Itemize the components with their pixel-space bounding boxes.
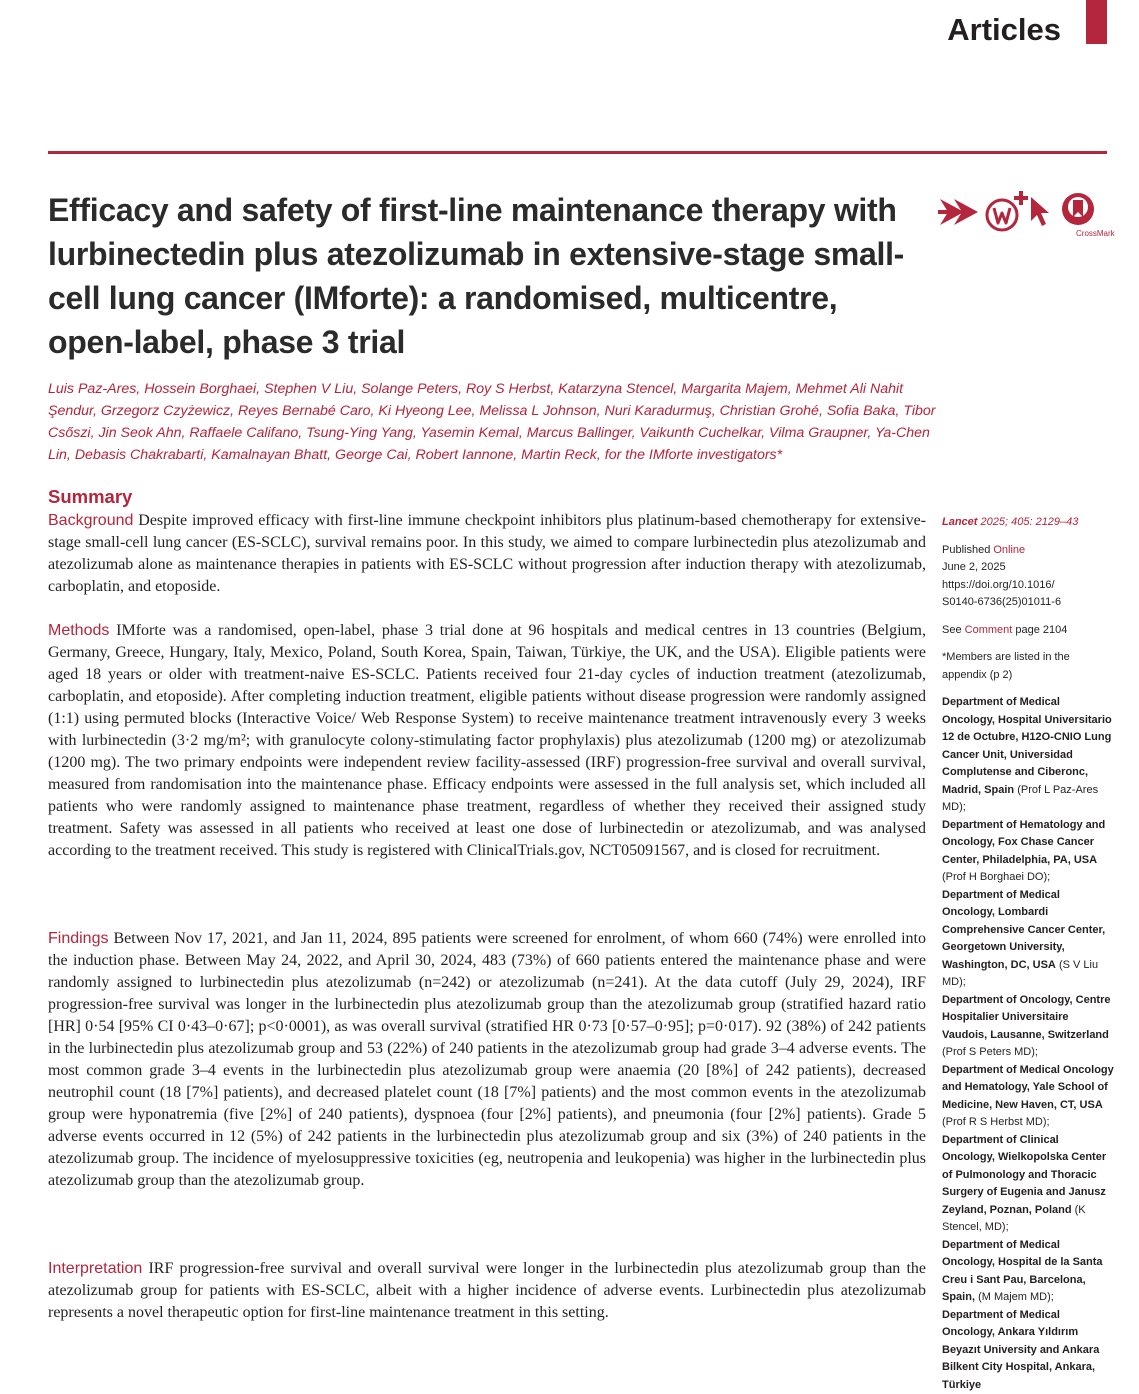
affiliation-author: (Prof S Peters MD);: [942, 1046, 1038, 1058]
methods-label: Methods: [48, 622, 109, 639]
affiliation-name: Department of Hematology and Oncology, Fox Chase Cancer Center, Philadelphia, PA, USA: [942, 819, 1105, 866]
affiliation-item: [942, 887, 1114, 992]
interpretation-text: IRF progression-free survival and overall survival were longer in the lurbinectedin plus atezolizumab group than the atezolizumab group for patients with ES-SCLC, albeit with a higher incidence of adverse events. Lurbinectedin plus atezolizumab represents a novel therapeutic option for first-line maintenance treatment in this setting.: [48, 1260, 926, 1321]
background-paragraph: [48, 510, 926, 598]
findings-paragraph: [48, 928, 926, 1192]
affiliation-name: Department of Medical Oncology, Lombardi Comprehensive Cancer Center, Georgetown University, Washington, DC, USA: [942, 889, 1105, 971]
affiliation-item: [942, 992, 1114, 1062]
summary-heading: Summary: [48, 486, 132, 508]
affiliation-item: [942, 1237, 1114, 1307]
section-label: Articles: [947, 12, 1061, 48]
affiliation-name: Department of Medical Oncology and Hematology, Yale School of Medicine, New Haven, CT, USA: [942, 1064, 1114, 1111]
comment-link[interactable]: Comment: [965, 624, 1013, 636]
affiliation-author: (Prof L Paz-Ares MD);: [942, 784, 1098, 814]
affiliation-name: Department of Medical Oncology, Hospital Universitario 12 de Octubre, H12O-CNIO Lung Cancer Unit, Universidad Complutense and Ciberonc, Madrid, Spain: [942, 696, 1112, 796]
methods-paragraph: [48, 620, 926, 862]
members-note: *Members are listed in the appendix (p 2): [942, 649, 1114, 684]
affiliation-name: Department of Medical Oncology, Ankara Yıldırım Beyazıt University and Ankara Bilkent City Hospital, Ankara, Türkiye: [942, 1309, 1099, 1391]
cursor-icon[interactable]: [1028, 195, 1052, 234]
affiliation-author: (K Stencel, MD);: [942, 1204, 1086, 1234]
methods-text: IMforte was a randomised, open-label, phase 3 trial done at 96 hospitals and medical centres in 13 countries (Belgium, Germany, Greece, Hungary, Italy, Mexico, Poland, South Korea, Spain, Taiwan, Türkiye, the UK, and the USA). Eligible patients were aged 18 years or older with treatment-naive ES-SCLC. Patients received four 21-day cycles of induction treatment (atezolizumab, carboplatin, and etoposide). After completing induction treatment, eligible patients without disease progression were randomly assigned (1:1) using permuted blocks (Interactive Voice/ Web Response System) to receive maintenance treatment intravenously every 3 weeks with lurbinectedin (3·2 mg/m²; with granulocyte colony-stimulating factor prophylaxis) plus atezolizumab (1200 mg) or atezolizumab (1200 mg). The two primary endpoints were independent review facility-assessed (IRF) progression-free survival and overall survival, measured from randomisation into the maintenance phase. Efficacy endpoints were assessed in the full analysis set, which included all patients who were randomly assigned to maintenance phase treatment, regardless of whether they received their assigned study treatment. Safety was assessed in all patients who received at least one dose of lurbinectedin or atezolizumab, and was analysed according to the treatment received. This study is registered with ClinicalTrials.gov, NCT05091567, and is closed for recruitment.: [48, 622, 926, 859]
affiliation-item: [942, 1307, 1114, 1394]
affiliation-author: (M Majem MD);: [978, 1291, 1054, 1303]
citation-details: 2025; 405: 2129–43: [977, 516, 1078, 528]
published-online-link[interactable]: Online: [993, 544, 1025, 556]
doi-line-1[interactable]: https://doi.org/10.1016/: [942, 577, 1114, 595]
header-rule: [48, 151, 1107, 154]
affiliation-item: [942, 817, 1114, 887]
article-title: Efficacy and safety of first-line maintenance therapy with lurbinectedin plus atezolizumab in extensive-stage small-cell lung cancer (IMforte): a randomised, multicentre, open-label, phase 3 trial: [48, 188, 928, 364]
affiliation-item: [942, 1132, 1114, 1237]
badge-row: [938, 185, 1098, 240]
affiliations: [942, 694, 1114, 1394]
interpretation-paragraph: [48, 1258, 926, 1324]
see-suffix: page 2104: [1012, 624, 1067, 636]
citation: [942, 514, 1114, 532]
corner-tab: [1086, 0, 1107, 44]
web-extra-icon[interactable]: [984, 191, 1028, 238]
citation-journal: Lancet: [942, 516, 977, 528]
published-prefix: Published: [942, 544, 993, 556]
affiliation-name: Department of Medical Oncology, Hospital de la Santa Creu i Sant Pau, Barcelona, Spain,: [942, 1239, 1103, 1304]
findings-text: Between Nov 17, 2021, and Jan 11, 2024, 895 patients were screened for enrolment, of whom 660 (74%) were enrolled into the induction phase. Between May 24, 2022, and April 30, 2024, 483 (73%) of 660 patients entered the maintenance phase and were randomly assigned to lurbinectedin plus atezolizumab (n=242) or atezolizumab (n=241). At the data cutoff (July 29, 2024), IRF progression-free survival was longer in the lurbinectedin plus atezolizumab group than the atezolizumab group (stratified hazard ratio [HR] 0·54 [95% CI 0·43–0·67]; p<0·0001), as was overall survival (stratified HR 0·73 [0·57–0·95]; p=0·017). 92 (38%) of 242 patients in the lurbinectedin plus atezolizumab group and 53 (22%) of 240 patients in the atezolizumab group had grade 3–4 adverse events. The most common grade 3–4 events in the lurbinectedin plus atezolizumab group were anaemia (20 [8%] of 242 patients), decreased neutrophil count (18 [7%] patients), and decreased platelet count (18 [7%] patients) and the most common events in the atezolizumab group were hyponatremia (five [2%] of 240 patients), dyspnoea (four [2%] patients), and pneumonia (four [2%] patients). Grade 5 adverse events occurred in 12 (5%) of 242 patients in the lurbinectedin plus atezolizumab group and six (3%) of 240 patients in the atezolizumab group. The incidence of myelosuppressive toxicities (eg, neutropenia and leukopenia) was higher in the lurbinectedin plus atezolizumab group than the atezolizumab group.: [48, 930, 926, 1189]
background-label: Background: [48, 512, 133, 529]
affiliation-item: [942, 1062, 1114, 1132]
see-comment-line: [942, 622, 1114, 640]
affiliation-author: (Prof H Borghaei DO);: [942, 871, 1050, 883]
crossmark-label: CrossMark: [1076, 229, 1115, 238]
sidebar: [942, 514, 1114, 1394]
affiliation-name: Department of Oncology, Centre Hospitalier Universitaire Vaudois, Lausanne, Switzerland: [942, 994, 1110, 1041]
doi-line-2[interactable]: S0140-6736(25)01011-6: [942, 594, 1114, 612]
affiliation-name: Department of Clinical Oncology, Wielkopolska Center of Pulmonology and Thoracic Surgery of Eugenia and Janusz Zeyland, Poznan, Poland: [942, 1134, 1106, 1216]
published-line: [942, 542, 1114, 560]
author-list: Luis Paz-Ares, Hossein Borghaei, Stephen V Liu, Solange Peters, Roy S Herbst, Katarzyna Stencel, Margarita Majem, Mehmet Ali Nahit Şendur, Grzegorz Czyżewicz, Reyes Bernabé Caro, Ki Hyeong Lee, Melissa L Johnson, Nuri Karadurmuş, Christian Grohé, Sofia Baka, Tibor Csőszi, Jin Seok Ahn, Raffaele Califano, Tsung-Ying Yang, Yasemin Kemal, Marcus Ballinger, Vaikunth Cuchelkar, Vilma Graupner, Ya-Chen Lin, Debasis Chakrabarti, Kamalnayan Bhatt, George Cai, Robert Iannone, Martin Reck, for the IMforte investigators*: [48, 378, 938, 466]
crossmark-icon[interactable]: [1060, 191, 1096, 232]
published-date: June 2, 2025: [942, 559, 1114, 577]
see-prefix: See: [942, 624, 965, 636]
findings-label: Findings: [48, 930, 108, 947]
share-icon[interactable]: [938, 195, 984, 234]
interpretation-label: Interpretation: [48, 1260, 142, 1277]
affiliation-item: [942, 694, 1114, 817]
affiliation-author: (Prof R S Herbst MD);: [942, 1116, 1050, 1128]
background-text: Despite improved efficacy with first-line immune checkpoint inhibitors plus platinum-based chemotherapy for extensive-stage small-cell lung cancer (ES-SCLC), survival remains poor. In this study, we aimed to compare lurbinectedin plus atezolizumab and atezolizumab alone as maintenance therapies in patients with ES-SCLC without progression after induction therapy with atezolizumab, carboplatin, and etoposide.: [48, 512, 926, 595]
affiliation-author: (S V Liu MD);: [942, 959, 1098, 989]
